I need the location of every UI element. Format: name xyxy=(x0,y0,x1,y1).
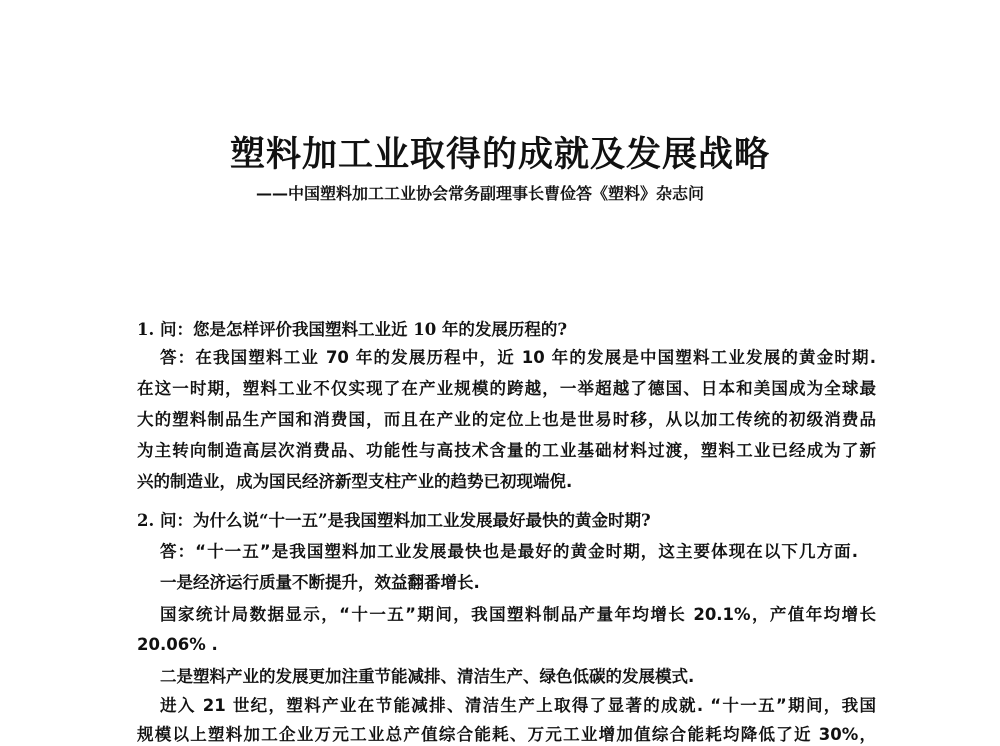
paragraph-line: 兴的制造业，成为国民经济新型支柱产业的趋势已初现端倪. xyxy=(137,472,573,491)
paragraph-line: 在这一时期，塑料工业不仅实现了在产业规模的跨越，一举超越了德国、日本和美国成为全球最 xyxy=(137,379,876,398)
paragraph-line: 20.06% . xyxy=(137,635,218,654)
paragraph-line: 大的塑料制品生产国和消费国，而且在产业的定位上也是世易时移，从以加工传统的初级消费品 xyxy=(137,410,876,429)
paragraph-line: 国家统计局数据显示，“十一五”期间，我国塑料制品产量年均增长 20.1%，产值年均增长 xyxy=(160,605,876,624)
article-title: 塑料加工业取得的成就及发展战略 xyxy=(229,135,770,175)
article-subtitle: ——中国塑料加工工业协会常务副理事长曹俭答《塑料》杂志问 xyxy=(256,184,705,203)
question-1: 1. 问：您是怎样评价我国塑料工业近 10 年的发展历程的? xyxy=(137,320,568,339)
paragraph-line: 一是经济运行质量不断提升，效益翻番增长. xyxy=(160,573,480,592)
paragraph-line: 进入 21 世纪，塑料产业在节能减排、清洁生产上取得了显著的成就. “十一五”期间，我国 xyxy=(160,696,876,715)
paragraph-line: 二是塑料产业的发展更加注重节能减排、清洁生产、绿色低碳的发展模式. xyxy=(160,667,695,686)
paragraph-line: 答：在我国塑料工业 70 年的发展历程中，近 10 年的发展是中国塑料工业发展的黄金时期. xyxy=(160,348,876,367)
paragraph-line: 答：“十一五”是我国塑料加工业发展最快也是最好的黄金时期，这主要体现在以下几方面. xyxy=(160,542,858,561)
paragraph-line: 为主转向制造高层次消费品、功能性与高技术含量的工业基础材料过渡，塑料工业已经成为了新 xyxy=(137,441,876,460)
question-2: 2. 问：为什么说“十一五”是我国塑料加工业发展最好最快的黄金时期? xyxy=(137,511,651,530)
paragraph-line: 规模以上塑料加工企业万元工业总产值综合能耗、万元工业增加值综合能耗均降低了近 30%， xyxy=(137,725,876,744)
